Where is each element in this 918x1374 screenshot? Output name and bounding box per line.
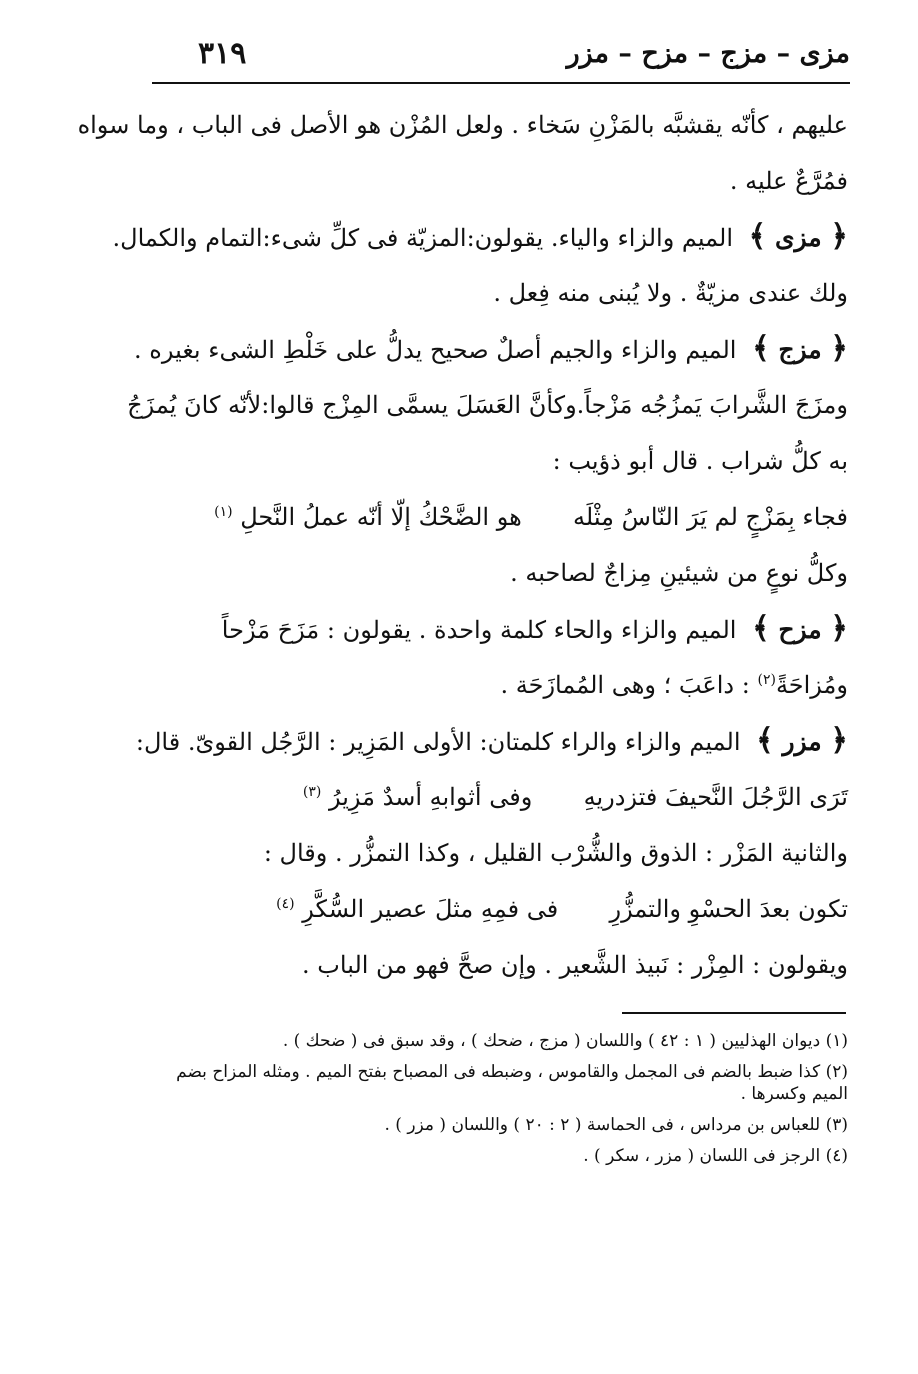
text-line	[158, 670, 848, 726]
entry-headword: ﴿ مزج ﴾	[752, 331, 848, 366]
text-line: به كلُّ شراب . قال أبو ذؤيب :	[552, 447, 848, 475]
footnote-marker: (٢)	[757, 672, 776, 688]
verse-hemistich: وفى أثوابهِ أسدٌ مَزِيرُ	[328, 783, 533, 811]
verse-line	[158, 502, 848, 558]
footnote-rule	[622, 1012, 846, 1014]
running-title: مزى – مزج – مزح – مزر	[566, 38, 850, 69]
text-line: ويقولون : المِزْر : نَبيذ الشَّعير . وإن صحَّ فهو من الباب .	[302, 951, 848, 979]
entry-headword: ﴿ مزر ﴾	[756, 723, 848, 758]
footnote-marker: (٣)	[302, 784, 322, 800]
entry-headword: ﴿ مزى ﴾	[748, 219, 848, 254]
verse-line	[158, 894, 848, 950]
header-rule	[152, 82, 850, 84]
footnote-4: (٤) الرجز فى اللسان ( مزر ، سكر ) .	[583, 1146, 848, 1166]
entry-text: الميم والزاء والياء. يقولون:المزيّة فى كلِّ شىء:التمام والكمال.	[112, 224, 733, 252]
footnote-marker: (١)	[214, 504, 233, 520]
page-number: ٣١٩	[198, 36, 247, 71]
footnote-2-line: الميم وكسرها .	[740, 1084, 848, 1104]
footnote-2-line: (٢) كذا ضبط بالضم فى المجمل والقاموس ، وضبطه فى المصباح بفتح الميم . ومثله المزاح بضم	[176, 1062, 848, 1082]
text-line: فمُرَّعٌ عليه .	[729, 167, 848, 195]
footnote-2	[158, 1061, 848, 1105]
text-line: وكلُّ نوعٍ من شيئينِ مِزاجٌ لصاحبه .	[510, 559, 848, 587]
entry-mazaj	[134, 331, 848, 390]
entry-mazah	[158, 611, 848, 670]
verse-hemistich: فى فمِهِ مثلَ عصير السُّكَّرِ	[302, 895, 559, 923]
text-line: عليهم ، كأنّه يقشبَّه بالمَزْنِ سَخاء . ولعل المُزْن هو الأصل فى الباب ، وما سواه	[77, 111, 848, 139]
entry-text: الميم والزاء والجيم أصلٌ صحيح يدلُّ على خَلْطِ الشىء بغيره .	[134, 336, 737, 364]
text-line: والثانية المَزْر : الذوق والشُّرْب القليل ، وكذا التمزُّر . وقال :	[263, 839, 848, 867]
running-header	[150, 34, 850, 84]
entry-mazy	[112, 219, 848, 278]
footnote-3: (٣) للعباس بن مرداس ، فى الحماسة ( ٢ : ٢٠ ) واللسان ( مزر ) .	[384, 1115, 848, 1135]
verse-hemistich: هو الضَّحْكُ إلّا أنّه عملُ النَّحلِ	[240, 503, 522, 531]
verse-line	[158, 782, 848, 838]
headword-text: مزج	[778, 335, 822, 364]
footnotes	[158, 1030, 848, 1176]
text-segment: ومُزاحَةً	[775, 671, 848, 699]
footnote-1: (١) ديوان الهذليين ( ١ : ٤٢ ) واللسان ( مزج ، ضحك ) ، وقد سبق فى ( ضحك ) .	[282, 1031, 848, 1051]
entry-text: الميم والزاء والحاء كلمة واحدة . يقولون : مَزَحَ مَزْحاً	[221, 616, 737, 644]
entry-text: الميم والزاء والراء كلمتان: الأولى المَزِير : الرَّجُل القوىّ. قال:	[135, 728, 741, 756]
text-line: ومزَجَ الشَّرابَ يَمزُجُه مَزْجاً.وكأنَّ العَسَلَ يسمَّى المِزْج قالوا:لأنّه كانَ يُمزَجُ	[127, 391, 848, 419]
verse-hemistich: تكون بعدَ الحسْوِ والتمزُّرِ	[609, 895, 848, 923]
footnote-marker: (٤)	[276, 896, 295, 912]
verse-hemistich: تَرَى الرَّجُلَ النَّحيفَ فتزدريهِ	[583, 783, 848, 811]
verse-hemistich: فجاء بِمَزْجٍ لم يَرَ النّاسُ مِثْلَه	[573, 503, 848, 531]
text-line: ولك عندى مزيّةٌ . ولا يُبنى منه فِعل .	[493, 279, 848, 307]
entry-headword: ﴿ مزح ﴾	[752, 611, 848, 646]
headword-text: مزر	[782, 727, 822, 756]
text-segment: : داعَبَ ؛ وهى المُمازَحَة .	[500, 671, 750, 699]
headword-text: مزح	[778, 615, 822, 644]
entry-mazar	[135, 723, 848, 782]
headword-text: مزى	[774, 223, 822, 252]
main-text	[77, 110, 848, 1006]
